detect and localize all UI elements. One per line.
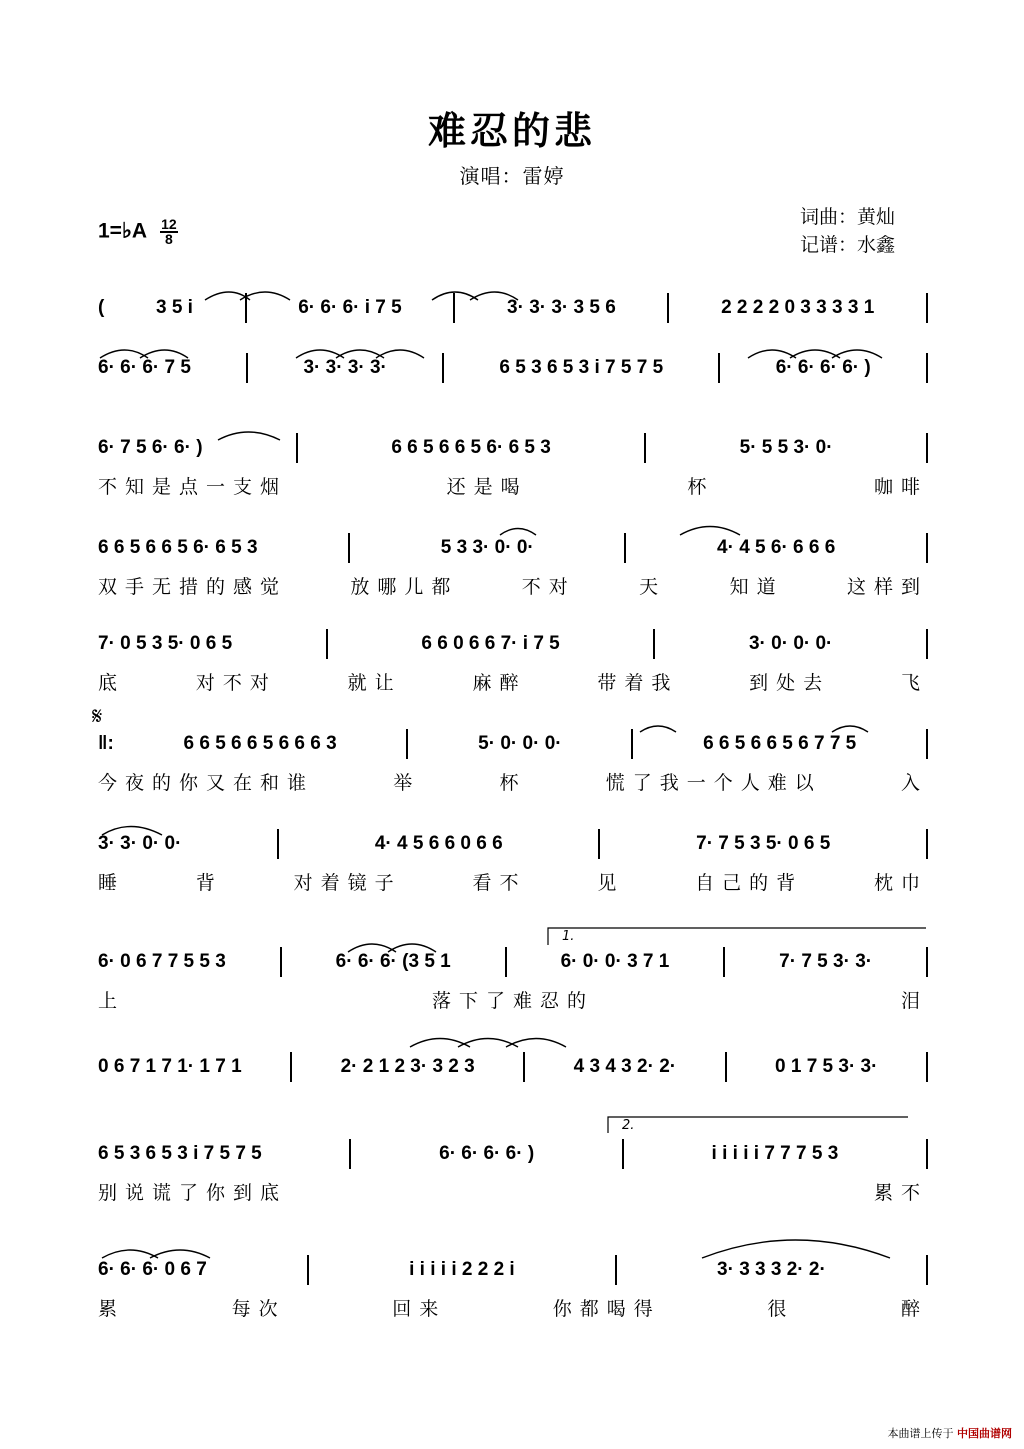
lyric-word: 看不 <box>472 872 527 894</box>
note-group: 5 3 3· 0· 0· <box>440 537 534 558</box>
note-group: 3· 3· 3· 3 5 6 <box>507 297 616 318</box>
note-group: 2· 2 1 2 3· 3 2 3 <box>340 1056 475 1077</box>
lyric-word: 对着镜子 <box>293 872 402 894</box>
segno-sign: 𝄋 <box>92 702 103 730</box>
score-row <box>0 356 1024 446</box>
note-group: 7· 0 5 3 5· 0 6 5 <box>98 633 233 654</box>
note-group: 6 6 5 6 6 5 6 7 7 5 <box>703 733 857 754</box>
barline <box>307 1255 309 1285</box>
notes-line <box>98 356 928 390</box>
lyric-word: 别说谎了你到底 <box>98 1182 288 1204</box>
lyrics-line <box>98 1294 928 1321</box>
note-group: 6· 6· 6· 0 6 7 <box>98 1259 207 1280</box>
lyric-word: 慌了我一个人难以 <box>605 772 822 794</box>
note-group: 6 6 5 6 6 5 6 6 6 3 <box>183 733 337 754</box>
lyric-word: 你都喝得 <box>552 1298 661 1320</box>
meter-bottom: 8 <box>164 231 173 247</box>
barline <box>277 829 279 859</box>
note-group: 6· 0 6 7 7 5 5 3 <box>98 951 226 972</box>
barline <box>245 293 247 323</box>
notes-line <box>98 832 928 866</box>
barline <box>926 1052 928 1082</box>
notes-line <box>98 436 928 470</box>
lyric-word: 杯 <box>499 772 527 794</box>
barline <box>598 829 600 859</box>
lyric-word: 今夜的你又在和谁 <box>98 772 315 794</box>
notes-line <box>98 732 928 766</box>
notes-line <box>98 950 928 984</box>
lyric-word: 麻醉 <box>472 672 527 694</box>
time-signature <box>160 218 178 246</box>
lyric-word: 泪 <box>900 990 928 1012</box>
score-row <box>0 732 1024 822</box>
lyric-word: 对不对 <box>195 672 277 694</box>
key-label: 1=♭A <box>98 219 147 243</box>
note-group: 3· 3· 0· 0· <box>98 833 182 854</box>
lyric-word: 杯 <box>687 476 715 498</box>
note-group: 6 6 5 6 6 5 6· 6 5 3 <box>98 537 258 558</box>
volta-1-bracket <box>548 928 926 945</box>
barline <box>926 1139 928 1169</box>
lyric-word: 枕巾 <box>873 872 928 894</box>
barline <box>246 353 248 383</box>
barline <box>622 1139 624 1169</box>
singer-credit: 演唱：雷婷 <box>459 164 565 188</box>
note-group: ‖: <box>98 733 114 754</box>
notes-line <box>98 632 928 666</box>
lyric-word: 还是喝 <box>446 476 528 498</box>
note-group: 6· 6· 6· 6· ) <box>775 357 871 378</box>
note-group: 3· 3 3 3 2· 2· <box>717 1259 826 1280</box>
lyric-word: 放哪儿都 <box>350 576 459 598</box>
lyric-word: 双手无措的感觉 <box>98 576 288 598</box>
barline <box>926 433 928 463</box>
barline <box>926 629 928 659</box>
note-group: 6· 0· 0· 3 7 1 <box>560 951 670 972</box>
notes-line <box>98 296 928 330</box>
ending-1-label: 1. <box>562 929 575 944</box>
lyric-word: 咖啡 <box>873 476 928 498</box>
note-group: 5· 5 5 3· 0· <box>739 437 833 458</box>
barline <box>653 629 655 659</box>
ending-2-label: 2. <box>622 1118 635 1133</box>
barline <box>326 629 328 659</box>
barline <box>523 1052 525 1082</box>
lyric-word: 每次 <box>231 1298 286 1320</box>
lyrics-line <box>98 668 928 695</box>
lyric-word: 飞 <box>900 672 928 694</box>
barline <box>644 433 646 463</box>
lyrics-music-credit: 词曲：黄灿 <box>800 206 896 228</box>
lyrics-line <box>98 472 928 499</box>
note-group: i i i i i 2 2 2 i <box>409 1259 515 1280</box>
note-group: 6 6 0 6 6 7· i 7 5 <box>421 633 560 654</box>
note-group: 6· 6· 6· 6· ) <box>439 1143 535 1164</box>
lyric-word: 不对 <box>521 576 576 598</box>
note-group: 6· 6· 6· i 7 5 <box>298 297 402 318</box>
barline <box>615 1255 617 1285</box>
note-group: 2 2 2 2 0 3 3 3 3 1 <box>721 297 875 318</box>
lyric-word: 底 <box>98 672 126 694</box>
note-group: 0 1 7 5 3· 3· <box>775 1056 878 1077</box>
lyric-word: 背 <box>195 872 223 894</box>
lyrics-line <box>98 1178 928 1205</box>
score-row <box>0 950 1024 1040</box>
note-group: 6 5 3 6 5 3 i 7 5 7 5 <box>98 1143 262 1164</box>
barline <box>926 353 928 383</box>
barline <box>348 533 350 563</box>
lyric-word: 天 <box>639 576 667 598</box>
lyrics-line <box>98 986 928 1013</box>
note-group: 6· 6· 6· 7 5 <box>98 357 191 378</box>
lyric-word: 知道 <box>729 576 784 598</box>
note-group: 6 5 3 6 5 3 i 7 5 7 5 <box>499 357 664 378</box>
lyric-word: 自己的背 <box>695 872 804 894</box>
score-row <box>0 1055 1024 1145</box>
lyric-word: 到处去 <box>749 672 831 694</box>
barline <box>296 433 298 463</box>
meter-top: 12 <box>161 216 177 232</box>
score-row <box>0 436 1024 526</box>
score-title: 难忍的悲 <box>427 109 596 153</box>
barline <box>926 829 928 859</box>
barline <box>290 1052 292 1082</box>
lyric-word: 就让 <box>347 672 402 694</box>
score-row <box>0 832 1024 922</box>
lyric-word: 举 <box>393 772 421 794</box>
barline <box>667 293 669 323</box>
note-group: 3· 3· 3· 3· <box>303 357 387 378</box>
note-group: 4· 4 5 6 6 0 6 6 <box>374 833 503 854</box>
barline <box>926 293 928 323</box>
footer-prefix: 本曲谱上传于 <box>887 1427 954 1440</box>
lyric-word: 见 <box>597 872 625 894</box>
barline <box>723 947 725 977</box>
barline <box>631 729 633 759</box>
note-group: 4· 4 5 6· 6 6 6 <box>717 537 836 558</box>
score-row <box>0 1258 1024 1348</box>
lyric-word: 累不 <box>873 1182 928 1204</box>
lyric-word: 醉 <box>900 1298 928 1320</box>
note-group: 3· 0· 0· 0· <box>748 633 833 654</box>
footer-brand: 中国曲谱网 <box>957 1427 1012 1440</box>
notes-line <box>98 1258 928 1292</box>
barline <box>725 1052 727 1082</box>
barline <box>442 353 444 383</box>
lyric-word: 很 <box>767 1298 795 1320</box>
barline <box>505 947 507 977</box>
score-row <box>0 1142 1024 1232</box>
barline <box>926 1255 928 1285</box>
lyric-word: 这样到 <box>846 576 928 598</box>
barline <box>280 947 282 977</box>
lyric-word: 入 <box>900 772 928 794</box>
barline <box>349 1139 351 1169</box>
note-group: 6· 6· 6· (3 5 1 <box>335 951 451 972</box>
barline <box>926 533 928 563</box>
lyric-word: 回来 <box>392 1298 447 1320</box>
lyrics-line <box>98 768 928 795</box>
barline <box>624 533 626 563</box>
lyric-word: 睡 <box>98 872 126 894</box>
note-group: 5· 0· 0· 0· <box>478 733 562 754</box>
notation-credit: 记谱：水鑫 <box>800 234 896 256</box>
score-row <box>0 632 1024 722</box>
note-group: 6 6 5 6 6 5 6· 6 5 3 <box>391 437 551 458</box>
lyric-word: 落下了难忍的 <box>431 990 594 1012</box>
lyrics-line <box>98 572 928 599</box>
barline <box>926 729 928 759</box>
barline <box>406 729 408 759</box>
note-group: i i i i i 7 7 7 5 3 <box>711 1143 839 1164</box>
credits <box>800 203 895 259</box>
notes-line <box>98 1055 928 1089</box>
footer-credit <box>888 1425 1013 1441</box>
note-group: 7· 7 5 3· 3· <box>779 951 873 972</box>
note-group: 3 5 i <box>155 297 193 318</box>
lyric-word: 上 <box>98 990 126 1012</box>
note-group: 4 3 4 3 2· 2· <box>573 1056 677 1077</box>
barline <box>718 353 720 383</box>
barline <box>453 293 455 323</box>
lyric-word: 累 <box>98 1298 126 1320</box>
note-group: 7· 7 5 3 5· 0 6 5 <box>696 833 831 854</box>
lyric-word: 带着我 <box>597 672 679 694</box>
notes-line <box>98 536 928 570</box>
score-row <box>0 536 1024 626</box>
notes-line <box>98 1142 928 1176</box>
barline <box>926 947 928 977</box>
lyric-word: 不知是点一支烟 <box>98 476 288 498</box>
note-group: ( <box>98 297 105 318</box>
key-signature <box>98 218 178 246</box>
note-group: 0 6 7 1 7 1· 1 7 1 <box>98 1056 242 1077</box>
lyrics-line <box>98 868 928 895</box>
note-group: 6· 7 5 6· 6· ) <box>98 437 203 458</box>
